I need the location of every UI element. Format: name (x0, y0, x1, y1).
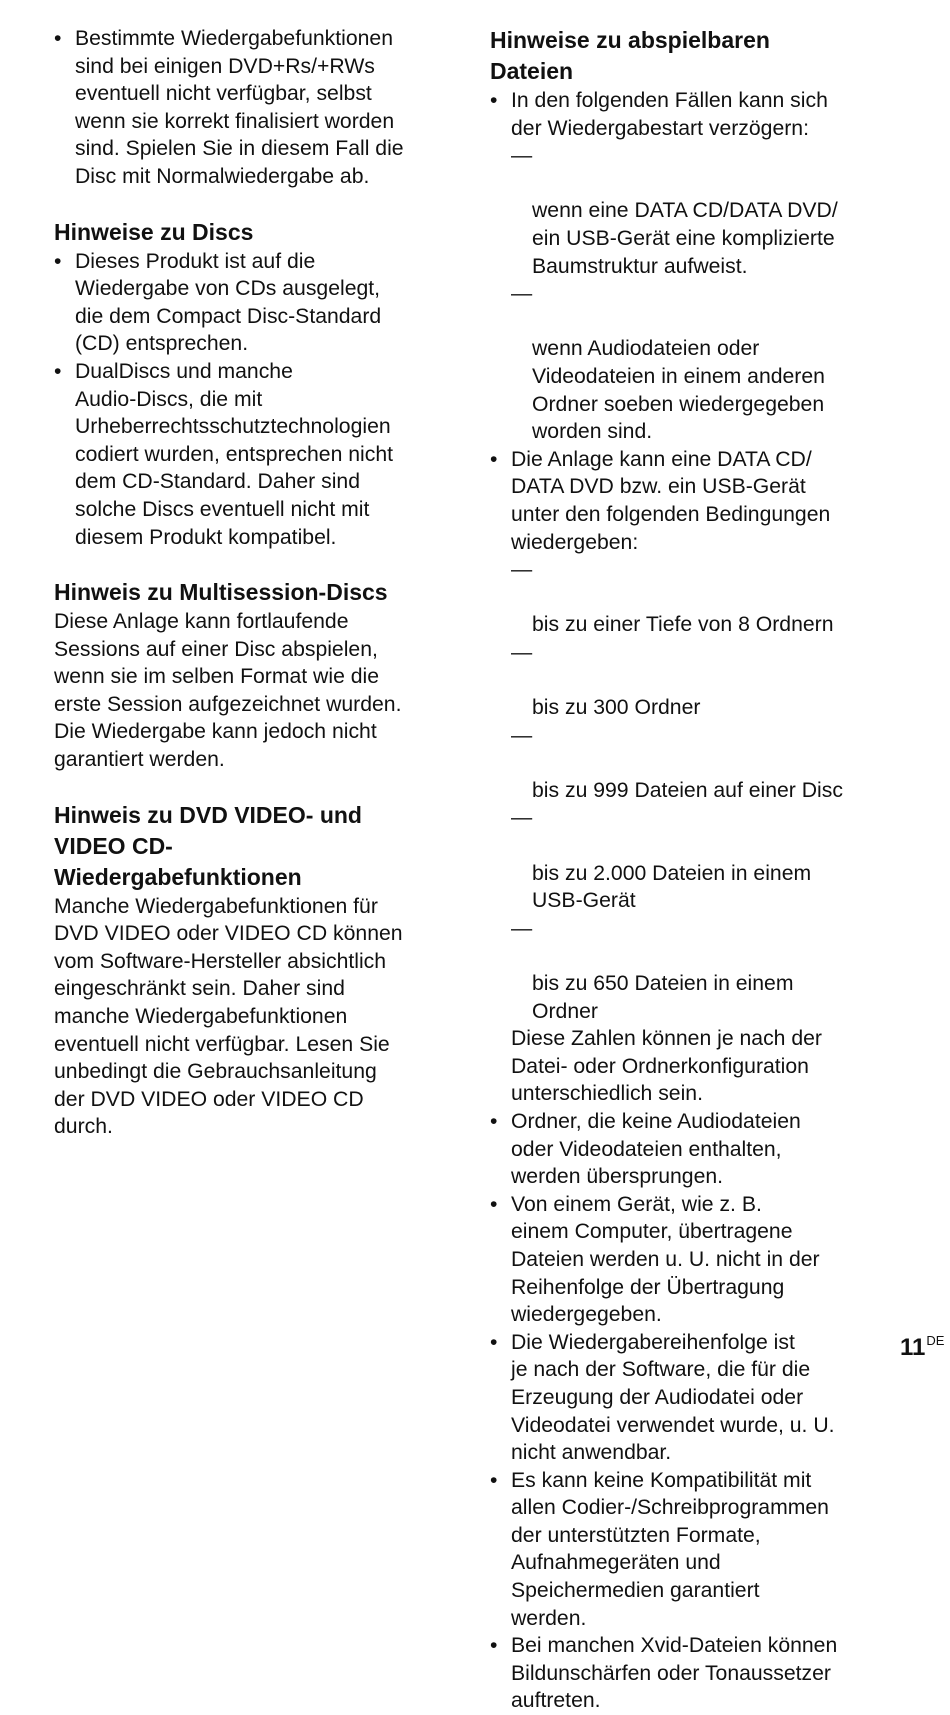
sublist-item (511, 142, 890, 280)
sublist-item-text: wenn Audiodateien oder Videodateien in einem anderen Ordner soeben wiedergegeben worden sind. (532, 337, 825, 444)
sublist-item-text: bis zu 300 Ordner (532, 696, 701, 720)
list-item-text: In den folgenden Fällen kann sich der Wiedergabestart verzögern: (511, 89, 828, 140)
page-number-language: DE (926, 1333, 945, 1348)
sublist-item-text: bis zu 650 Dateien in einem Ordner (532, 972, 794, 1023)
page-number (900, 1326, 944, 1363)
list-item (490, 1108, 890, 1191)
dash-icon: — (511, 640, 533, 664)
right-column (490, 25, 890, 1715)
page-number-value: 11 (900, 1334, 926, 1361)
bullet-icon: • (490, 1468, 498, 1492)
multisession-heading: Hinweis zu Multisession-Discs (54, 579, 388, 606)
dvd-video-heading: Hinweis zu DVD VIDEO- und VIDEO CD- Wiedergabefunktionen (54, 801, 362, 890)
bullet-icon: • (490, 89, 498, 112)
list-item (490, 1632, 890, 1715)
list-item (490, 446, 890, 1108)
list-item (490, 1191, 890, 1329)
sublist-item (511, 804, 890, 914)
playable-files-bullet-list (490, 87, 890, 1715)
list-item-text: Bei manchen Xvid-Dateien können Bildunschärfen oder Tonaussetzer auftreten. (511, 1634, 838, 1713)
sublist-item-text: bis zu 999 Dateien auf einer Disc (532, 778, 843, 802)
dash-icon: — (511, 723, 533, 747)
list-item (54, 358, 454, 551)
sublist-item (511, 280, 890, 446)
list-item (54, 25, 454, 191)
sublist-item (511, 639, 890, 722)
bullet-icon: • (490, 447, 498, 471)
bullet-icon: • (54, 249, 62, 273)
multisession-body: Diese Anlage kann fortlaufende Sessions auf einer Disc abspielen, wenn sie im selben Format wie die erste Session aufgezeichnet wurden. Die Wiedergabe kann jedoch nicht garantiert werden. (54, 610, 402, 772)
sublist-item-text: bis zu einer Tiefe von 8 Ordnern (532, 613, 834, 637)
sublist-item (511, 915, 890, 1025)
list-item-text: Die Anlage kann eine DATA CD/ DATA DVD bzw. ein USB-Gerät unter den folgenden Bedingungen wiedergeben: (511, 447, 831, 554)
dvd-video-body: Manche Wiedergabefunktionen für DVD VIDEO oder VIDEO CD können vom Software-Hersteller absichtlich eingeschränkt sein. Daher sind manche Wiedergabefunktionen eventuell nicht verfügbar. Lesen Sie unbedingt die Gebrauchsanleitung der DVD VIDEO oder VIDEO CD durch. (54, 894, 403, 1139)
list-item (490, 1329, 890, 1467)
dash-sublist (511, 142, 890, 446)
bullet-icon: • (490, 1634, 498, 1658)
list-item-text: Es kann keine Kompatibilität mit allen Codier-/Schreibprogrammen der unterstützten Formate, Aufnahmegeräten und Speichermedien garantiert werden. (511, 1468, 829, 1630)
sublist-item (511, 556, 890, 639)
discs-bullet-list (54, 248, 454, 552)
bullet-icon: • (54, 27, 62, 50)
playable-files-heading: Hinweise zu abspielbaren Dateien (490, 27, 770, 84)
bullet-icon: • (490, 1330, 498, 1354)
list-item-text: DualDiscs und manche Audio-Discs, die mit Urheberrechtsschutztechnologien codiert wurden, entsprechen nicht dem CD-Standard. Daher sind solche Discs eventuell nicht mit diesem Produkt kompatibel. (75, 359, 393, 549)
dash-icon: — (511, 558, 533, 582)
bullet-icon: • (54, 359, 62, 383)
bullet-icon: • (490, 1192, 498, 1216)
sublist-item-text: wenn eine DATA CD/DATA DVD/ ein USB-Gerät eine komplizierte Baumstruktur aufweist. (532, 199, 838, 278)
bullet-icon: • (490, 1109, 498, 1133)
dash-icon: — (511, 282, 533, 306)
list-item-text: Von einem Gerät, wie z. B. einem Computer, übertragene Dateien werden u. U. nicht in der Reihenfolge der Übertragung wiedergegeben. (511, 1192, 820, 1327)
dash-icon: — (511, 806, 533, 830)
list-item-text: Die Wiedergabereihenfolge ist je nach der Software, die für die Erzeugung der Audiodatei oder Videodatei verwendet wurde, u. U. nicht anwendbar. (511, 1330, 835, 1465)
dash-sublist (511, 556, 890, 1025)
list-item-text: Bestimmte Wiedergabefunktionen sind bei einigen DVD+Rs/+RWs eventuell nicht verfügbar, selbst wenn sie korrekt finalisiert worden sind. Spielen Sie in diesem Fall die Disc mit Normalwiedergabe ab. (75, 27, 404, 188)
list-item (54, 248, 454, 358)
sublist-item-text: bis zu 2.000 Dateien in einem USB-Gerät (532, 861, 812, 913)
list-item-text: Dieses Produkt ist auf die Wiedergabe von CDs ausgelegt, die dem Compact Disc-Standard (CD) entsprechen. (75, 249, 382, 356)
dash-icon: — (511, 144, 533, 168)
list-item (490, 87, 890, 446)
list-item-note: Diese Zahlen können je nach der Datei- oder Ordnerkonfiguration unterschiedlich sein. (511, 1027, 822, 1106)
dash-icon: — (511, 916, 533, 940)
intro-bullet-list (54, 25, 454, 191)
list-item (490, 1467, 890, 1633)
sublist-item (511, 722, 890, 805)
left-column (54, 25, 454, 1141)
discs-heading: Hinweise zu Discs (54, 218, 254, 245)
list-item-text: Ordner, die keine Audiodateien oder Videodateien enthalten, werden übersprungen. (511, 1109, 801, 1189)
